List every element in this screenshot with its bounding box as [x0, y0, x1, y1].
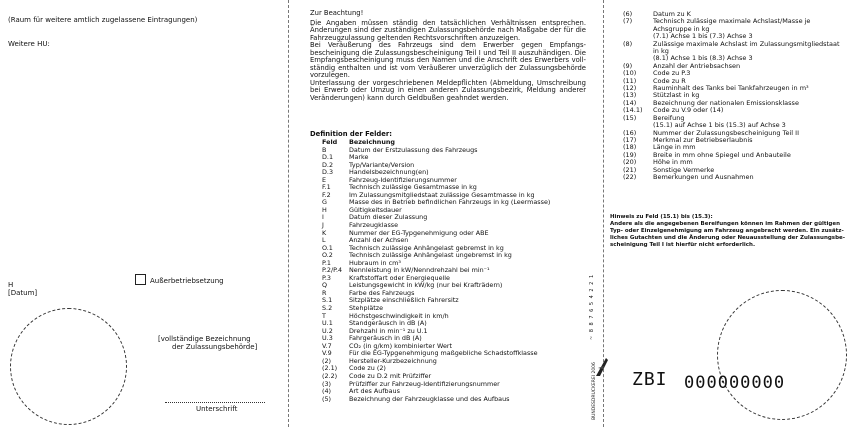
ausser-betrieb-checkbox[interactable] — [135, 274, 146, 285]
field-code: D.3 — [322, 168, 334, 177]
field-description: Bezeichnung der Fahrzeugklasse und des Aufbaus — [349, 394, 510, 403]
field-description: Länge in mm — [653, 143, 696, 152]
field-code: (15) — [623, 113, 637, 122]
field-code: (8) — [623, 39, 633, 48]
field-description: Merkmal zur Betriebserlaubnis — [653, 135, 753, 144]
field-description: Höchstgeschwindigkeit in km/h — [349, 311, 449, 320]
raum-label: (Raum für weitere amtlich zugelassene Eintragungen) — [8, 16, 198, 24]
notice-block — [310, 10, 586, 102]
field-description: Fahrzeugklasse — [349, 221, 399, 230]
field-description: Technisch zulässige maximale Achslast/Masse je — [653, 17, 811, 26]
h-label: H — [8, 281, 14, 289]
signature-line — [165, 402, 265, 403]
field-description: Prüfziffer zur Fahrzeug-Identifizierungsnummer — [349, 379, 500, 388]
field-code: S.2 — [322, 304, 333, 313]
field-code: I — [322, 213, 324, 222]
field-code: O.1 — [322, 243, 333, 252]
field-description: Datum der Erstzulassung des Fahrzeugs — [349, 145, 478, 154]
field-description: Breite in mm ohne Spiegel und Anbauteile — [653, 150, 791, 159]
field-code: V.9 — [322, 349, 332, 358]
field-description: Handelsbezeichnung(en) — [349, 168, 429, 177]
field-code: E — [322, 175, 327, 184]
field-code: G — [322, 198, 327, 207]
field-code: D.2 — [322, 160, 334, 169]
field-description: Zulässige maximale Achslast im Zulassungsmitgliedstaat — [653, 39, 840, 48]
field-code: L — [322, 236, 326, 245]
field-code: (20) — [623, 158, 637, 167]
stelle-line-2: der Zulassungsbehörde] — [172, 343, 258, 351]
field-description: (15.1) auf Achse 1 bis (15.3) auf Achse 3 — [653, 121, 786, 130]
hint-block — [610, 214, 846, 249]
serial-number: 000000000 — [684, 373, 786, 393]
field-code: T — [322, 311, 326, 320]
field-description: Bemerkungen und Ausnahmen — [653, 172, 754, 181]
field-description: Anzahl der Achsen — [349, 236, 409, 245]
field-code: F.2 — [322, 190, 331, 199]
field-description: Sitzplätze einschließlich Fahrersitz — [349, 296, 459, 305]
zbi-label: ZBI — [632, 369, 668, 390]
field-code: J — [322, 221, 324, 230]
field-code: (14.1) — [623, 106, 643, 115]
field-code — [623, 48, 653, 55]
field-description: Rauminhalt des Tanks bei Tankfahrzeugen in m³ — [653, 84, 809, 93]
datum-label: [Datum] — [8, 289, 38, 297]
field-description: Standgeräusch in dB (A) — [349, 319, 427, 328]
field-description: Nennleistung in kW/Nenndrehzahl bei min⁻¹ — [349, 266, 490, 275]
fold-line-1 — [288, 0, 289, 427]
hint-line-1: Andere als die angegebenen Bereifungen können im Rahmen der gültigen — [610, 220, 841, 227]
field-description: Hubraum in cm³ — [349, 258, 401, 267]
ausser-betrieb-label: Außerbetriebsetzung — [150, 277, 224, 285]
field-code: P.3 — [322, 273, 331, 282]
field-description: Marke — [349, 153, 369, 162]
field-code: U.3 — [322, 334, 333, 343]
field-description: Gültigkeitsdauer — [349, 205, 402, 214]
field-code: U.1 — [322, 319, 333, 328]
field-code: F.1 — [322, 183, 331, 192]
field-description: Bezeichnung der nationalen Emissionsklasse — [653, 98, 799, 107]
field-code: (7) — [623, 17, 633, 26]
unterschrift-label: Unterschrift — [196, 405, 238, 413]
field-code: O.2 — [322, 251, 333, 260]
field-code: V.7 — [322, 341, 332, 350]
header-desc: Bezeichnung — [349, 138, 396, 146]
field-code: (9) — [623, 61, 633, 70]
field-code: R — [322, 288, 327, 297]
field-description: Hersteller-Kurzbezeichnung — [349, 356, 437, 365]
field-description: Datum zu K — [653, 10, 691, 18]
field-description: Bereifung — [653, 113, 685, 122]
field-description: in kg — [653, 47, 669, 56]
notice-para-1: Die Angaben müssen ständig den tatsächlichen Verhältnissen entsprechen. Änderungen sind der zuständigen Zulassungsbehörde nach Maßgabe der für die Fahrzeugzulassung geltenden Rechtsvorschriften anzuzeigen. — [310, 18, 586, 42]
hint-title: Hinweis zu Feld (15.1) bis (15.3): — [610, 214, 713, 220]
hint-line-3: liches Gutachten und die Änderung oder Neuausstellung der Zulassungsbe- — [610, 234, 846, 241]
field-description: Code zu (2) — [349, 364, 386, 373]
field-definitions-list-2 — [623, 11, 848, 181]
field-description: Masse des in Betrieb befindlichen Fahrzeugs in kg (Leermasse) — [349, 198, 551, 207]
field-code: (10) — [623, 69, 637, 78]
stelle-line-1: [vollständige Bezeichnung — [158, 335, 251, 343]
field-description: Fahrgeräusch in dB (A) — [349, 334, 422, 343]
field-description: Code zu R — [653, 76, 686, 85]
field-code: (11) — [623, 76, 637, 85]
header-field: Feld — [322, 138, 338, 146]
field-code: D.1 — [322, 153, 334, 162]
field-description: Anzahl der Antriebsachsen — [653, 61, 741, 70]
field-code: (12) — [623, 84, 637, 93]
vertical-code: ~ 8 8 7 6 5 4 2 2 1 — [589, 273, 595, 340]
field-description: Höhe in mm — [653, 158, 693, 167]
field-code: H — [322, 205, 327, 214]
field-code: (4) — [322, 387, 332, 396]
field-description: Kraftstoffart oder Energiequelle — [349, 273, 450, 282]
field-code: (2.1) — [322, 364, 338, 373]
field-description: Typ/Variante/Version — [349, 160, 415, 169]
seal-circle-right — [717, 290, 847, 420]
field-code: (2) — [322, 356, 332, 365]
field-description: Code zu V.9 oder (14) — [653, 106, 724, 115]
field-description: Code zu P.3 — [653, 69, 691, 78]
field-description: Technisch zulässige Anhängelast ungebremst in kg — [349, 251, 512, 260]
field-code: (22) — [623, 172, 637, 181]
field-code: U.2 — [322, 326, 333, 335]
notice-para-2: Bei Veräußerung des Fahrzeugs sind dem Erwerber gegen Empfangs-bescheinigung die Zulassungsbescheinigung Teil I und Teil II auszuhändigen. Die Empfangsbescheinigung muss den Namen und die Anschrift des Erwerbers voll-ständig enthalten und ist vom Veräußerer unverzüglich der Zulassungsbehörde vorzulegen. — [310, 41, 586, 79]
field-code: (19) — [623, 150, 637, 159]
field-description: Datum dieser Zulassung — [349, 213, 428, 222]
field-description: Technisch zulässige Anhängelast gebremst in kg — [349, 243, 504, 252]
definition-row — [322, 396, 592, 404]
field-description: Art des Aufbaus — [349, 387, 400, 396]
eagle-emblem-icon — [594, 356, 610, 378]
field-code: P.2/P.4 — [322, 266, 343, 275]
field-description: Nummer der Zulassungsbescheinigung Teil II — [653, 128, 800, 137]
field-description: (7.1) Achse 1 bis (7.3) Achse 3 — [653, 32, 753, 41]
field-code: (5) — [322, 394, 332, 403]
hint-line-4: scheinigung Teil I ist hierfür nicht erforderlich. — [610, 241, 756, 248]
field-description: Drehzahl in min⁻¹ zu U.1 — [349, 326, 428, 335]
defs-title: Definition der Felder: — [310, 130, 392, 138]
notice-heading: Zur Beachtung! — [310, 9, 364, 17]
field-description: Stützlast in kg — [653, 91, 700, 100]
field-code: (17) — [623, 135, 637, 144]
field-code — [623, 26, 653, 33]
field-code: K — [322, 228, 327, 237]
field-code: (14) — [623, 98, 637, 107]
field-description: Farbe des Fahrzeugs — [349, 288, 415, 297]
field-description: (8.1) Achse 1 bis (8.3) Achse 3 — [653, 54, 753, 63]
field-description: Nummer der EG-Typgenehmigung oder ABE — [349, 228, 489, 237]
vertical-print-line: BUNDESDRUCKEREI 2006 — [592, 362, 597, 420]
field-description: Achsgruppe in kg — [653, 24, 710, 33]
field-code: (3) — [322, 379, 332, 388]
field-code: (6) — [623, 10, 633, 18]
field-code: (16) — [623, 128, 637, 137]
field-description: Fahrzeug-Identifizierungsnummer — [349, 175, 457, 184]
field-description: Technisch zulässige Gesamtmasse in kg — [349, 183, 477, 192]
seal-circle-left — [10, 308, 127, 425]
field-code: (21) — [623, 165, 637, 174]
field-code: (13) — [623, 91, 637, 100]
field-description: Leistungsgewicht in kW/kg (nur bei Krafträdern) — [349, 281, 503, 290]
weitere-hu-label: Weitere HU: — [8, 40, 50, 48]
field-description: Sonstige Vermerke — [653, 165, 715, 174]
field-description: Für die EG-Typgenehmigung maßgebliche Schadstoffklasse — [349, 349, 538, 358]
field-code: P.1 — [322, 258, 331, 267]
hint-line-2: Typ- oder Einzelgenehmigung am Fahrzeug angebracht werden. Ein zusätz- — [610, 227, 844, 234]
field-code: (2.2) — [322, 371, 338, 380]
field-code: S.1 — [322, 296, 333, 305]
field-code: Q — [322, 281, 328, 290]
field-definitions-list — [322, 139, 592, 403]
field-description: Im Zulassungsmitgliedstaat zulässige Gesamtmasse in kg — [349, 190, 535, 199]
field-code: (18) — [623, 143, 637, 152]
field-description: Stehplätze — [349, 304, 384, 313]
field-description: CO₂ (in g/km) kombinierter Wert — [349, 341, 453, 350]
notice-para-3: Unterlassung der vorgeschriebenen Meldepflichten (Abmeldung, Umschreibung bei Erwerb oder Umzug in einen anderen Zulassungsbezirk, Meldung anderer Veränderungen) kann durch Geldbußen geahndet werden. — [310, 78, 586, 102]
field-description: Code zu D.2 mit Prüfziffer — [349, 371, 432, 380]
field-code: B — [322, 145, 327, 154]
definition-row — [623, 174, 848, 181]
